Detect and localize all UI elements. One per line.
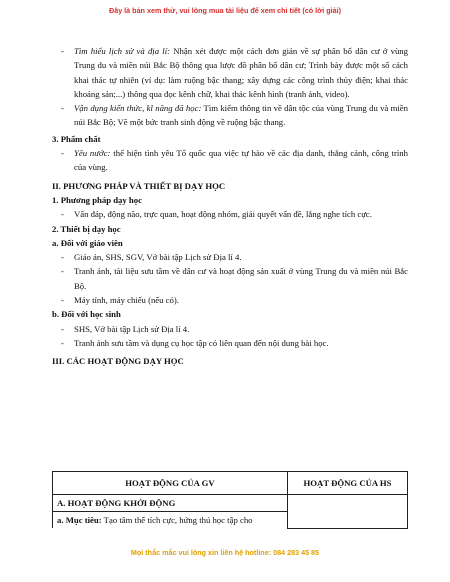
subsection-heading: b. Đối với học sinh xyxy=(52,309,121,320)
activity-heading: A. HOẠT ĐỘNG KHỞI ĐỘNG xyxy=(57,498,176,508)
hotline-banner: Mọi thắc mắc vui lòng xin liên hệ hotline: 084 283 45 85 xyxy=(130,548,320,557)
table-cell xyxy=(288,495,408,529)
section-heading: 3. Phẩm chất xyxy=(52,133,101,144)
subsection-heading: a. Đối với giáo viên xyxy=(52,237,123,248)
list-item: - Giáo án, SHS, SGV, Vở bài tập Lịch sử Địa lí 4. xyxy=(61,252,242,263)
list-item: - Vấn đáp, động não, trực quan, hoạt động nhóm, giải quyết vấn đề, lắng nghe tích cực. xyxy=(61,209,372,220)
preview-banner: Đây là bản xem thử, vui lòng mua tài liệu để xem chi tiết (có lời giải) xyxy=(109,6,341,15)
bullet-label: Tìm hiểu lịch sử và địa lí: xyxy=(74,46,171,56)
bullet-text: Máy tính, máy chiếu (nếu có). xyxy=(74,295,179,306)
list-item: - Máy tính, máy chiếu (nếu có). xyxy=(61,295,179,306)
objective-text: Tạo tâm thế tích cực, hứng thú học tập cho xyxy=(101,515,253,525)
subsection-heading: 2. Thiết bị dạy học xyxy=(52,223,121,234)
activities-table xyxy=(52,471,408,529)
subsection-heading: 1. Phương pháp dạy học xyxy=(52,194,142,205)
bullet-label: Yêu nước: xyxy=(74,148,111,159)
table-row xyxy=(53,495,408,512)
list-item: - Tranh ảnh, tài liệu sưu tầm về dân cư và hoạt động sản xuất ở vùng Trung du và miền núi Bắc Bộ. xyxy=(61,266,408,291)
document-body xyxy=(52,44,408,369)
objective-label: a. Mục tiêu: xyxy=(57,515,102,525)
bullet-text: Vấn đáp, động não, trực quan, hoạt động nhóm, giải quyết vấn đề, lắng nghe tích cực. xyxy=(74,209,372,220)
column-header-student: HOẠT ĐỘNG CỦA HS xyxy=(288,472,408,495)
bullet-text: Tranh ảnh sưu tầm và dụng cụ học tập có liên quan đến nội dung bài học. xyxy=(74,337,329,348)
section-heading: III. CÁC HOẠT ĐỘNG DẠY HỌC xyxy=(52,356,184,367)
bullet-text: Giáo án, SHS, SGV, Vở bài tập Lịch sử Địa lí 4. xyxy=(74,252,242,263)
table-header-row xyxy=(53,472,408,495)
column-header-teacher: HOẠT ĐỘNG CỦA GV xyxy=(53,472,288,495)
bullet-text: Nhận xét được một cách đơn giản về sự phân bố dân cư ở vùng Trung du và miền núi Bắc Bộ thông qua lược đồ phân bố dân cư; Trình bày được một số cách khai thác tự nhiên (ví dụ: làm ruộng bậc thang; xây dựng các công trình thủy điện; khai thác khoáng sản;...) thông qua đọc kênh chữ, khai thác kênh hình (tranh ảnh, video). xyxy=(74,46,408,99)
section-heading: II. PHƯƠNG PHÁP VÀ THIẾT BỊ DẠY HỌC xyxy=(52,180,226,191)
list-item: - Vận dụng kiến thức, kĩ năng đã học: Tìm kiếm thông tin về dân tộc của vùng Trung du và miền núi Bắc Bộ; Vẽ một bức tranh sinh động về ruộng bậc thang. xyxy=(61,103,408,128)
bullet-label: Vận dụng kiến thức, kĩ năng đã học: xyxy=(74,103,202,114)
bullet-text: Tìm kiếm thông tin về dân tộc của vùng Trung du và miền núi Bắc Bộ; Vẽ một bức tranh sinh động về ruộng bậc thang. xyxy=(74,103,408,128)
bullet-text: SHS, Vở bài tập Lịch sử Địa lí 4. xyxy=(74,323,190,334)
bullet-text: Tranh ảnh, tài liệu sưu tầm về dân cư và hoạt động sản xuất ở vùng Trung du và miền núi Bắc Bộ. xyxy=(74,266,408,291)
list-item: - SHS, Vở bài tập Lịch sử Địa lí 4. xyxy=(61,323,190,334)
list-item: - Yêu nước: thể hiện tình yêu Tổ quốc qua việc tự hào về các địa danh, thắng cảnh, công trình của vùng. xyxy=(61,148,408,173)
list-item: - Tìm hiểu lịch sử và địa lí: Nhận xét được một cách đơn giản về sự phân bố dân cư ở vùng Trung du và miền núi Bắc Bộ thông qua lược đồ phân bố dân cư; Trình bày được một số cách khai thác tự nhiên (ví dụ: làm ruộng bậc thang; xây dựng các công trình thủy điện; khai thác khoáng sản;...) thông qua đọc kênh chữ, khai thác kênh hình (tranh ảnh, video). xyxy=(61,46,408,99)
list-item: - Tranh ảnh sưu tầm và dụng cụ học tập có liên quan đến nội dung bài học. xyxy=(61,337,329,348)
bullet-text: thể hiện tình yêu Tổ quốc qua việc tự hào về các địa danh, thắng cảnh, công trình của vùng. xyxy=(74,148,408,173)
